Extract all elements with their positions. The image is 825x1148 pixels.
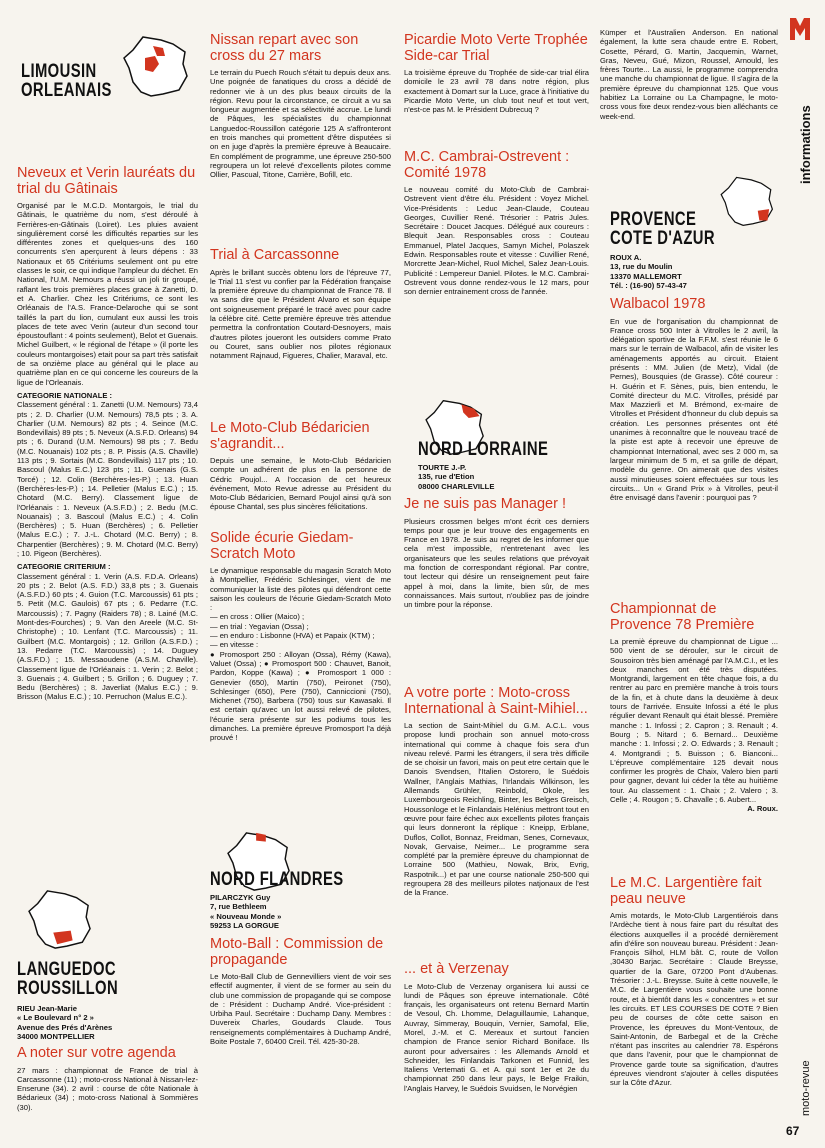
article-nissan: [210, 33, 391, 180]
article-neveux: [17, 166, 198, 702]
article-body: Le nouveau comité du Moto-Club de Cambrai-Ostrevent vient d'être élu. Président : Voyez Michel. Vice-Présidents : Leduc Jean-Claude, Couteau Georges, Cuvillier René. Trésorier : Patris Jules. Secrétaire : Doucet Jacques. Délégué aux coureurs : Blequit Jean. Responsables cross : Couteau Emmanuel, Platel Jacques, Samyn Michel, Polaszek Edwin. Responsables route et vitesse : Cuvillier René, Morcrette Jean-Michel, Ruol Michel, Salez Jean-Louis. Publicité : Lempereur Daniel. Pilotes. le M.C. Cambrai-Ostrevent vous donne rendez-vous le 12 mars, pour son dernier entrainement cross de l'année.: [404, 185, 589, 297]
article-walbacol: [610, 297, 778, 502]
article-body: Le dynamique responsable du magasin Scratch Moto à Montpellier, Frédéric Schlesinger, vient de me communiquer la liste des pilotes qui défendront cette saison les couleurs de l'écurie Giedam-Scratch Moto :: [210, 566, 391, 613]
article-body: La section de Saint-Mihiel du G.M. A.C.L. vous propose lundi prochain son annuel moto-cross international qui comme à chaque fois sera d'un niveau relevé. Parmi les étrangers, il sera très difficile de se choisir un favori, mais on peut etre certain que le Danois Svendsen, l'Italien Ostorero, le Suédois Wallner, l'Anglais Mathias, l'Irlandais Wilkinson, les Allemands Grühler, Reinbold, Okole, les Luxembourgeois Reichling, Binter, les Belges Greisch, Houssonloge et le Finlandais Helénius mettront tout en œuvre pour faire échec aux excellents pilotes français qui leurs donneront la réplique : Kneipp, Erblane, Duflos, Collot, Bonnaz, Freidman, Senes, Cornevaux, Novak, Gervaise, Neimer... Le programme sera complété par la première épreuve du championnat de Lorraine 500 (Mathieu, Nowak, Brix, Evrig, Raspotnik...) et par une course nationale 250-500 qui regroupera 28 des meilleurs pilotes natjonaux de l'est de la France.: [404, 721, 589, 898]
list-item: — en vitesse :: [210, 640, 259, 650]
article-body: Le Moto-Club de Verzenay organisera lui aussi ce lundi de Pâques son épreuve internationale. Côté français, les organisateurs ont retenu Bernard Martin de Vesoul, Ch. Lhomme, Delaguillaumie, Lahanque, Auvray, Simmeray, Bouquin, Vernier, Samofal, Elie, Morel, J.-M. et C. Mereaux et surtout l'ancien champion de France senior Richard Boniface. Ils auront pour adversaires : les Allemands Arnold et Schneider, les Finlandais Tarkonen et Funnid, les Italiens Vertemati G. et A. qui sont 1er et 2e du championnat 250 dans leur pays, le Belge Fraikin, l'Anglais Harvey, le Suédois Svuidsen, le Norvégien: [404, 981, 589, 1093]
article-title: M.C. Cambrai-Ostrevent : Comité 1978: [404, 149, 570, 181]
correspondent-address: RIEU Jean-Marie « Le Boulevard n° 2 » Avenue des Prés d'Arènes 34000 MONTPELLIER: [17, 1004, 113, 1042]
article-title: Trial à Carcassonne: [210, 247, 340, 263]
correspondent-address: PILARCZYK Guy 7, rue Bethleem « Nouveau Monde » 59253 LA GORGUE: [210, 893, 282, 931]
article-body: Amis motards, le Moto-Club Largentiérois dans l'Ardèche tient à nous faire part du résultat des élections auxquelles il a procédé dernièrement afin d'élire son nouveau bureau. Président : Jean-François Silhol, HLM bât. C, route de Vollon ,30430 Barjac. Secrétaire : Claude Breysse, quartier de la Gare, 07200 Pont d'Aubenas. Trésorier : J.-L. Breysse. Suite à cette nouvelle, le M.C. de Largentière vous souhaite une bonne route, et à bientôt dans les « concentres » et sur les circuits. ET LES COURSES DE COTE ? Bien peu de courses de côte cette saison en Provence, les épreuves du Mont-Ventoux, de Saint-Antonin, de Barbegal et de la Crèche n'étant pas inscrites au calendrier 78. Espérons que dans l'avenir, pour que le championnat de Provence garde toute sa signification, d'autres épreuves viendront s'ajouter à celles disputées sur la Côte d'Azur.: [610, 911, 778, 1088]
list-item: — en enduro : Lisbonne (HVA) et Papaix (KTM) ;: [210, 631, 375, 641]
article-body: Après le brillant succès obtenu lors de l'épreuve 77, le Trial 11 s'est vu confier par la Fédération française la première épreuve du championnat de France 78. Il va sans dire que le Président Alvaro et son équipe ont soigneusement préparé le tracé avec pour cadre la célèbre cité. Cette première épreuve très attendue permettra la confrontation Coutard-Desnoyers, mais d'autres pilotes joueront les outsiders comme Prato ou Couret, sans oublier nos pilotes régionaux notamment Rajnaud, Figueres, Chalier, Maraval, etc.: [210, 267, 391, 361]
article-body: La premiè épreuve du championnat de Ligue ... 500 vient de se dérouler, sur le circuit de Sousoiron très bien aménagé par l'A.M.C.I., et les deux manches ont été très disputées. Montgrandi, largement en tête chaque fois, a du rentrer au parc en première manche à trois tours de la fin, et à chute dans la deuxième à deux tours de l'arrivée. Ensuite Infossi a été le plus régulier devant Renault qui était blessé. Première manche : 1. Infossi ; 2. Capron ; 3. Renault ; 4. Bourg ; 5. Nitard ; 6. Bernard... Deuxième manche : 1. Infossi ; 2. O. Edwards ; 3. Renault ; 4. Montgrandi ; 5. Buisson ; 6. Bianconi... L'épreuve complémentaire 125 devait nous confirmer les progrès de Chaix, Valero bien parti pour gagner, devant lui céder la tête au huitième tour. Au classement : 1. Chaix ; 2. Valero ; 3. Celle ; 4. Rougon ; 5. Chavalle ; 6. Aubert...: [610, 637, 778, 805]
region-nord-flandres: NORD FLANDRES: [210, 869, 344, 890]
article-body: Le terrain du Puech Rouch s'était tu depuis deux ans. Une poignée de fanatiques du cross a décidé de redonner vie à un des plus beaux circuits de la région. Revu pour la circonstance, ce circuit a vu sa longueur augmentée et sa sélectivité accrue. Le lundi de Pâques, les spécialistes du championnat Languedoc-Roussillon catégorie 125 A s'affronteront en trois manches qui promettent d'être disputées si on en juge d'après la première épreuve à Beaucaire. En complément de programme, une épreuve 250-500 regroupera un lot relevé d'excellents pilotes comme Ollier, Pascual, Titone, Carrière, Bofill, etc.: [210, 68, 391, 180]
article-title: Je ne suis pas Manager !: [404, 496, 567, 512]
moto-revue-logo-icon: [787, 14, 813, 44]
article-body: Kümper et l'Australien Anderson. En national également, la lutte sera chaude entre E. Robert, Cosette, Pérard, G. Martin, Jacquemin, Warnet, Gras, Neveu, Gué, Mizon, Roussel, Arnould, les frères Tourte... La aussi, le programme comprendra une manche du championnat de ligue. Il s'agira de la première épreuve du championnat 125. Que vous habitiez La Lorraine ou La Champagne, le moto-cross vous fixe deux rendez-vous bien alléchants ce week-end.: [600, 28, 778, 121]
article-body: Le Moto-Ball Club de Gennevilliers vient de voir ses effectif augmenter, il vient de se former au sein du club une commission de propagande qui se compose de : Président : Duchamp André. Vice-président : Urbiha Paul. Secrétaire : Duchamp Dany. Membres : Duvereix Charles, Goudards Claude. Tous renseignements complémentaires à Duchamp André, Boite Postale 7, 60400 Creil. Tél. 425-30-28.: [210, 972, 391, 1047]
article-continuation: [600, 28, 778, 121]
list-item: — en cross : Ollier (Maico) ;: [210, 612, 305, 622]
article-title: Championnat de Provence 78 Première: [610, 601, 755, 633]
article-title: Moto-Ball : Commission de propagande: [210, 936, 384, 968]
article-title: Le M.C. Largentière fait peau neuve: [610, 875, 762, 907]
article-cambrai: [404, 150, 589, 297]
article-motoball: [210, 937, 391, 1046]
article-body: Depuis une semaine, le Moto-Club Bédaricien compte un adhérent de plus en la personne de Cédric Poujol... A l'occasion de cet heureux événement, Moto Revue adresse au Président du Moto-Club Bédaricien, Bernard Poujol ainsi qu'à son épouse Chantal, ses plus sincères félicitations.: [210, 456, 391, 512]
article-trial: [210, 248, 391, 360]
article-manager: [404, 497, 589, 609]
article-title: Solide écurie Giedam-Scratch Moto: [210, 530, 354, 562]
article-title: Neveux et Verin lauréats du trial du Gâtinais: [17, 165, 196, 197]
article-title: Nissan repart avec son cross du 27 mars: [210, 32, 359, 64]
article-title: A votre porte : Moto-cross International à Saint-Mihiel...: [404, 685, 588, 717]
article-body: ● Promosport 250 : Alloyan (Ossa), Rémy (Kawa), Valuet (Ossa) ; ● Promosport 500 : Chauvet, Banoit, Pardon, Koppe (Kawa) ; ● Promosport 1 000 : Genevier (650), Martin (750), Peironet (750), Schlesinger (650), Pere (750), Canniccioni (750), Michenet (750), Barbera (750) tous sur Kawasaki. Il est certain qu'avec un lot aussi relevé de pilotes, l'écurie sera présente sur les podiums tous les dimanches. La première épreuve Promosport l'a déjà prouvé !: [210, 649, 391, 743]
category-heading: CATEGORIE NATIONALE :: [17, 390, 113, 400]
list-item: — en trial : Yegavian (Ossa) ;: [210, 621, 309, 631]
region-languedoc: LANGUEDOC ROUSSILLON: [17, 959, 119, 999]
article-title: Le Moto-Club Bédaricien s'agrandit...: [210, 420, 370, 452]
page-number: 67: [786, 1124, 800, 1138]
correspondent-address: ROUX A. 13, rue du Moulin 13370 MALLEMORT Tél. : (16-90) 57-43-47: [610, 253, 687, 291]
article-body: La troisième épreuve du Trophée de side-car trial élira domicile le 23 avril 78 dans notre région, plus exactement à Domart sur la Luce, grace à l'initiative du Picardie Moto Verte, un club tout neuf et tout vert, n'est-ce pas M. le Président Dubrecuq ?: [404, 68, 589, 115]
article-giedam: [210, 531, 391, 743]
results-criterium: Classement général : 1. Verin (A.S. F.D.A. Orleans) 20 pts ; 2. Belot (A.S. F.D.) 33,8 pts ; 3. Guenais (A.S.F.D.) 60 pts ; 4. Guion (T.C. Marcoussis) 61 pts ; 5. Petit (M.C. Gaulois) 67 pts ; 6. Pedarre (T.C. Marcoussis) ; 7. Pagny (Raiders 78) ; 8. Lainé (M.C. Mont-des-Fourches) ; 9. Van den Areele (M.C. St-Christophe) ; 10. Lenfant (T.C. Marcoussis) ; 11. Guilbert (M.C. Montargois) ; 12. Grillon (A.S.F.D.) ; 13. Pedarre (T.C. Marcoussis) ; 14. Duguey (A.S.F.D.) ; 15. Messaoudene (A.S.M. Chaville). Classement ligue de l'Orléanais : 1. Verin ; 2. Belot ; 3. Guenais ; 4. Guilbert ; 5. Grillon ; 6. Duguey ; 7. Bedu (Berchères) ; 8. Javerliat (Malus E.C.) ; 9. Brisson (Malus E.C.) ; 10. Perruchon (Malus E.C.).: [17, 571, 198, 702]
article-body: 27 mars : championnat de France de trial à Carcassonne (11) ; moto-cross National à Nissan-lez-Enserune (34). 2 avril : course de côte Nationale à Bédarieux (34) ; moto-cross National à Sommières (30).: [17, 1065, 198, 1112]
article-agenda: [17, 1046, 198, 1112]
article-verzenay: [404, 962, 589, 1093]
article-largentiere: [610, 876, 778, 1088]
article-provence78: [610, 602, 778, 813]
article-picardie: [404, 33, 589, 114]
category-heading: CATEGORIE CRITERIUM :: [17, 562, 111, 572]
article-title: ... et à Verzenay: [404, 961, 509, 977]
article-title: A noter sur votre agenda: [17, 1045, 176, 1061]
region-provence: PROVENCE COTE D'AZUR: [610, 209, 715, 249]
region-limousin-orleanais: LIMOUSIN ORLEANAIS: [21, 61, 112, 101]
brand-label: moto-revue: [800, 1060, 812, 1116]
france-map-languedoc: [25, 888, 97, 950]
article-body: En vue de l'organisation du championnat de France cross 500 Inter à Vitrolles le 2 avril, la délégation sportive de la F.F.M. s'est réunie le 6 mars sur le terrain de Walbacol, afin de visiter les aménagements apportés au circuit. Etaient présents : MM. Julien (de Metz), Vidal (de Pernes), Bousquies (de Grasse). Côté coureur : H. Guérin et F. Sènes, puis, bien entendu, le Comité directeur du M.C. Vitrolles, présidé par Max Mazzierli et M. Brémond, ex-maire de Vitrolles et Président d'honneur du club depuis sa création. Les personnes présentes ont été unanimes à reconnaître que le nouveau tracé de la piste est apte à recevoir une épreuve de championnat International, avec ses 2 000 m, sa largeur minimum de 5 m, et sa grille de départ, modèle du genre. On aimerait que des visites aussi minutieuses soient effectuées sur tous les circuits... Un « Grand Prix » à Vitrolles, peut-il être envisagé dans l'avenir : pourquoi pas ?: [610, 316, 778, 503]
article-body: Organisé par le M.C.D. Montargois, le trial du Gâtinais, le quatrième du nom, s'est déroulé à Ferrières-en-Gâtinais (Loiret). Les pluies avaient singulièrement corsé les difficultés reparties sur les différentes zones et quelques-uns des 160 concurrents s'en aperçurent à leurs dépens : 33 Nationaux et 65 Critériums seulement ont pu etre classes le soir, ce qui indique l'ampleur du déchet. En National, l'U.M. Nemours a réussi un joli tir groupé, raflant les trois premières places grace à Zanetti, D. et A. Charlier. Chez les Critériums, ce sont les Orléanais de l'A.S. France-Delaroche qui se sont taillés la part du lion, cumulant eux aussi les trois places de tete avec Verin (auteur d'un second tour époustouflant : 4 points seulement), Belot et Guenais. Michel Guilbert, « le régional de l'étape » (il porte les couleurs montargoises) etait pour sa part très satisfait de sa onzième place au général qui le place au quatrième plan en ce qui concerne les coureurs de la ligue de l'Orleanais.: [17, 201, 198, 387]
article-title: Walbacol 1978: [610, 296, 706, 312]
article-signature: A. Roux.: [747, 804, 778, 814]
section-label: informations: [798, 105, 813, 184]
region-nord-lorraine: NORD LORRAINE: [418, 439, 549, 460]
correspondent-address: TOURTE J.-P. 135, rue d'Etion 08000 CHARLEVILLE: [418, 463, 495, 491]
article-title: Picardie Moto Verte Trophée Side-car Trial: [404, 32, 588, 64]
article-saint-mihiel: [404, 686, 589, 898]
results-national: Classement général : 1. Zanetti (U.M. Nemours) 73,4 pts ; 2. D. Charlier (U.M. Nemours) 78,5 pts ; 3. A. Charlier (U.M. Nemours) 82 pts ; 4. Seince (M.C. Bondevillais) 89 pts ; 5. Neveux (A.S.F.D. Orleans) 94 pts ; 6. Durand (U.M. Nemours) 98 pts ; 7. Bedu (M.C. Nouanais) 102 pts ; 8. P. Pissis (A.S. Chaville) 113 pts ; 9. Sortais (M.C. Bondevillais) 117 pts ; 10. Bascoul (Malus E.C.) 123 pts ; 11. Guenais (G.S. Torcé) ; 12. Colin (Berchères-les-P.) ; 13. Huan (Berchères-les-P.) ; 14. Pelletier (Malus E.C.) ; 15. Chotard (M.C. Berry). Classement ligue de l'Orléanais : 1. Neveux (A.S.F.D.) ; 2. Bedu (M.C. Nouanais) ; 3. Bascoul (Malus E.C.) ; 4. Colin (Berchères) ; 5. Huan (Berchères) ; 6. Pelletier (Malus E.C.) ; 7. J.-L. Chotard (M.C. Berry) ; 8. Charpentier (Berchères) ; 9. M. Chotard (M.C. Berry) ; 10. Pigeon (Berchères).: [17, 400, 198, 558]
article-bedaricien: [210, 421, 391, 512]
article-body: Plusieurs crossmen belges m'ont écrit ces derniers temps pour que je leur trouve des engagements en France en 1978. Je suis au regret de les informer que cela m'est impossible, n'entretenant avec les organisateurs que les seules relations que prévoyait ma fonction de correspondant régional. Par contre, tout lecteur qui désire un renseignement peut faire appel à moi, dans la limite, bien sûr, de mes connaissances. Mais surtout, n'oubliez pas de joindre un timbre pour la réponse.: [404, 516, 589, 610]
